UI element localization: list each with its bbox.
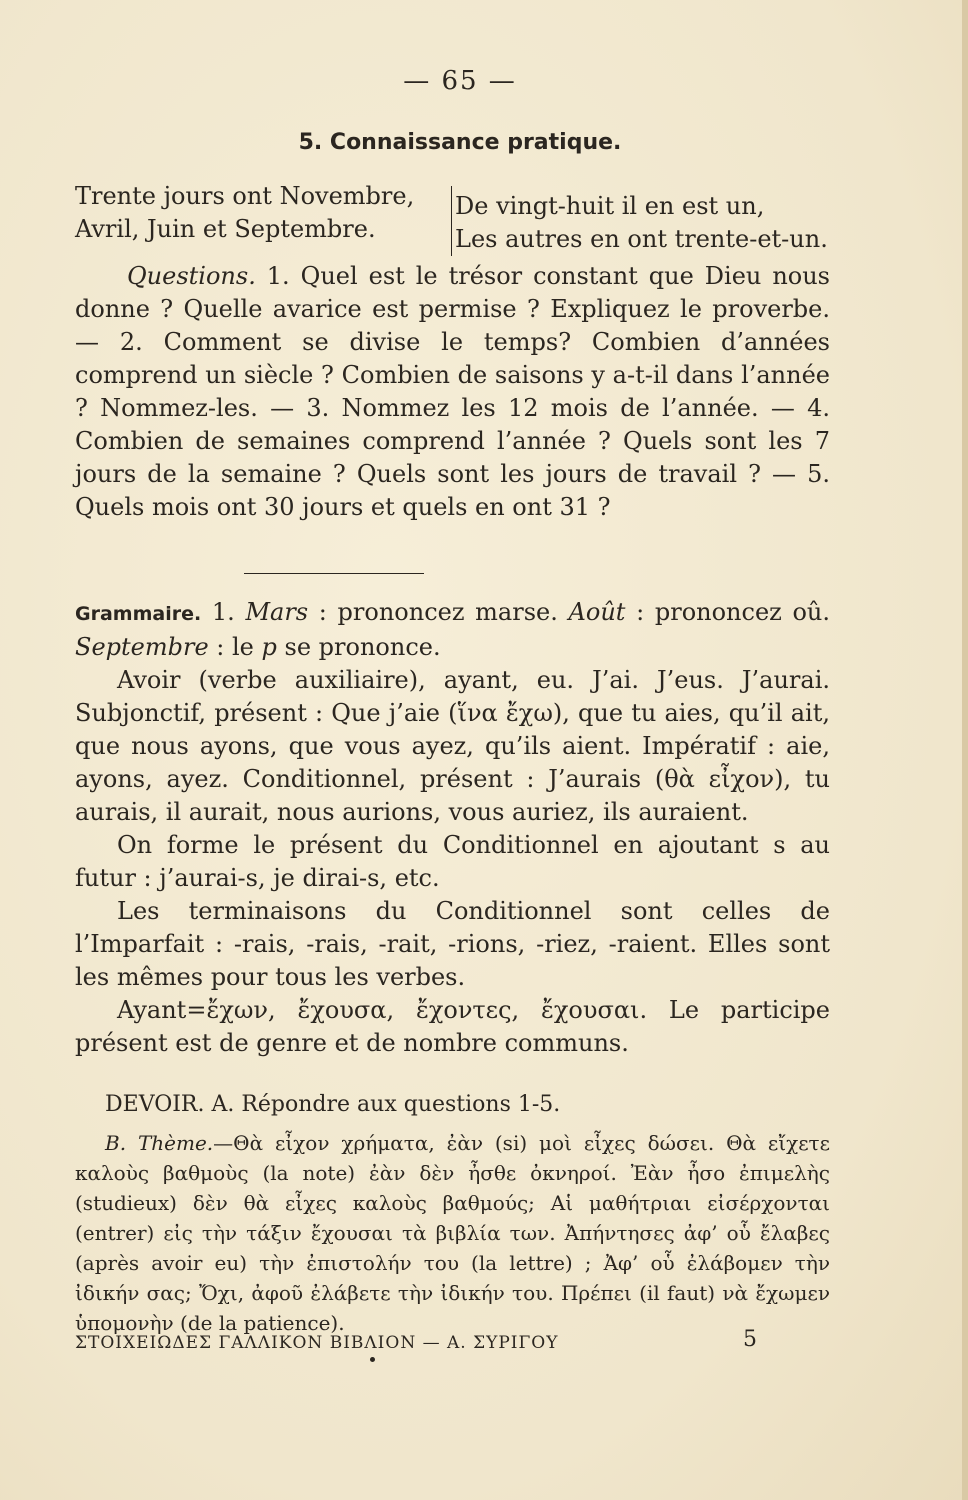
footer-title: ΣΤΟΙΧΕΙΩΔΕΣ ΓΑΛΛΙΚΟΝ ΒΙΒΛΙΟΝ — Α. ΣΥΡΙΓΟΥ (75, 1333, 559, 1353)
poem-left-column (75, 180, 447, 246)
grammar-paragraph: Ayant=ἔχων, ἔχουσα, ἔχοντες, ἔχουσαι. Le participe présent est de genre et de nombre communs. (75, 996, 830, 1057)
term-p: p (261, 633, 277, 661)
section-title: 5. Connaissance pratique. (298, 130, 622, 155)
grammar-paragraph: Les terminaisons du Conditionnel sont celles de l’Imparfait : -rais, -rais, -rait, -rions, -riez, -raient. Elles sont les mêmes pour tous les verbes. (75, 897, 830, 991)
section-rule (244, 573, 424, 574)
printer-mark (370, 1357, 375, 1362)
poem-line: Les autres en ont trente-et-un. (455, 225, 828, 253)
theme-label: B. Thème. (105, 1131, 214, 1155)
questions-paragraph (75, 260, 830, 524)
questions-label: Questions. (127, 262, 256, 290)
grammar-section (75, 596, 830, 1060)
grammar-text: : prononcez marse. (308, 598, 569, 626)
devoir-line: DEVOIR. A. Répondre aux questions 1-5. (105, 1092, 561, 1117)
poem-line: De vingt-huit il en est un, (455, 192, 765, 220)
poem-right-column (455, 190, 845, 256)
grammar-number: 1. (201, 598, 246, 626)
grammar-paragraph: Avoir (verbe auxiliaire), ayant, eu. J’ai. J’eus. J’aurai. Subjonctif, présent : Que j’aie (ἵνα ἔχω), que tu aies, qu’il ait, que nous ayons, que vous ayez, qu’ils aient. Impératif : aie, ayons, ayez. Conditionnel, présent : J’aurais (θὰ εἶχον), tu aurais, il aurait, nous aurions, vous auriez, ils auraient. (75, 666, 830, 826)
grammar-text: : prononcez oû. (625, 598, 830, 626)
signature-number: 5 (743, 1327, 757, 1352)
page-edge (962, 0, 968, 1500)
poem (75, 180, 845, 255)
poem-line: Avril, Juin et Septembre. (75, 215, 376, 243)
theme-text: —Θὰ εἶχον χρήματα, ἐὰν (si) μοὶ εἶχες δώσει. Θὰ εἴχετε καλοὺς βαθμοὺς (la note) ἐὰν δὲν ἦσθε ὀκνηροί. Ἐὰν ἦσο ἐπιμελὴς (studieux) δὲν θὰ εἶχες καλοὺς βαθμούς; Αἱ μαθήτριαι εἰσέρχονται (entrer) εἰς τὴν τάξιν ἔχουσαι τὰ βιβλία των. Ἀπήντησες ἀφ’ οὗ ἔλαβες (après avoir eu) τὴν ἐπιστολήν του (la lettre) ; Ἀφ’ οὗ ἐλάβομεν τὴν ἰδικήν σας; Ὄχι, ἀφοῦ ἐλάβετε τὴν ἰδικήν του. Πρέπει (il faut) νὰ ἔχωμεν ὑπομονὴν (de la patience). (75, 1131, 830, 1335)
grammar-text: se prononce. (276, 633, 441, 661)
grammar-paragraph (75, 596, 830, 664)
theme-paragraph (75, 1128, 830, 1338)
grammar-paragraph: On forme le présent du Conditionnel en ajoutant s au futur : j’aurai-s, je dirai-s, etc. (75, 831, 830, 892)
term-mars: Mars (245, 598, 309, 626)
poem-divider (451, 186, 452, 256)
term-aout: Août (568, 598, 626, 626)
grammar-label: Grammaire. (75, 603, 202, 625)
questions-text: 1. Quel est le trésor constant que Dieu nous donne ? Quelle avarice est permise ? Expliquez le proverbe. — 2. Comment se divise le temps? Combien d’années comprend un siècle ? Combien de saisons y a-t-il dans l’année ? Nommez-les. — 3. Nommez les 12 mois de l’année. — 4. Combien de semaines comprend l’année ? Quels sont les 7 jours de la semaine ? Quels sont les jours de travail ? — 5. Quels mois ont 30 jours et quels en ont 31 ? (75, 262, 830, 521)
page-number: — 65 — (403, 66, 517, 96)
grammar-text: : le (208, 633, 262, 661)
poem-line: Trente jours ont Novembre, (75, 182, 415, 210)
term-septembre: Septembre (75, 633, 209, 661)
